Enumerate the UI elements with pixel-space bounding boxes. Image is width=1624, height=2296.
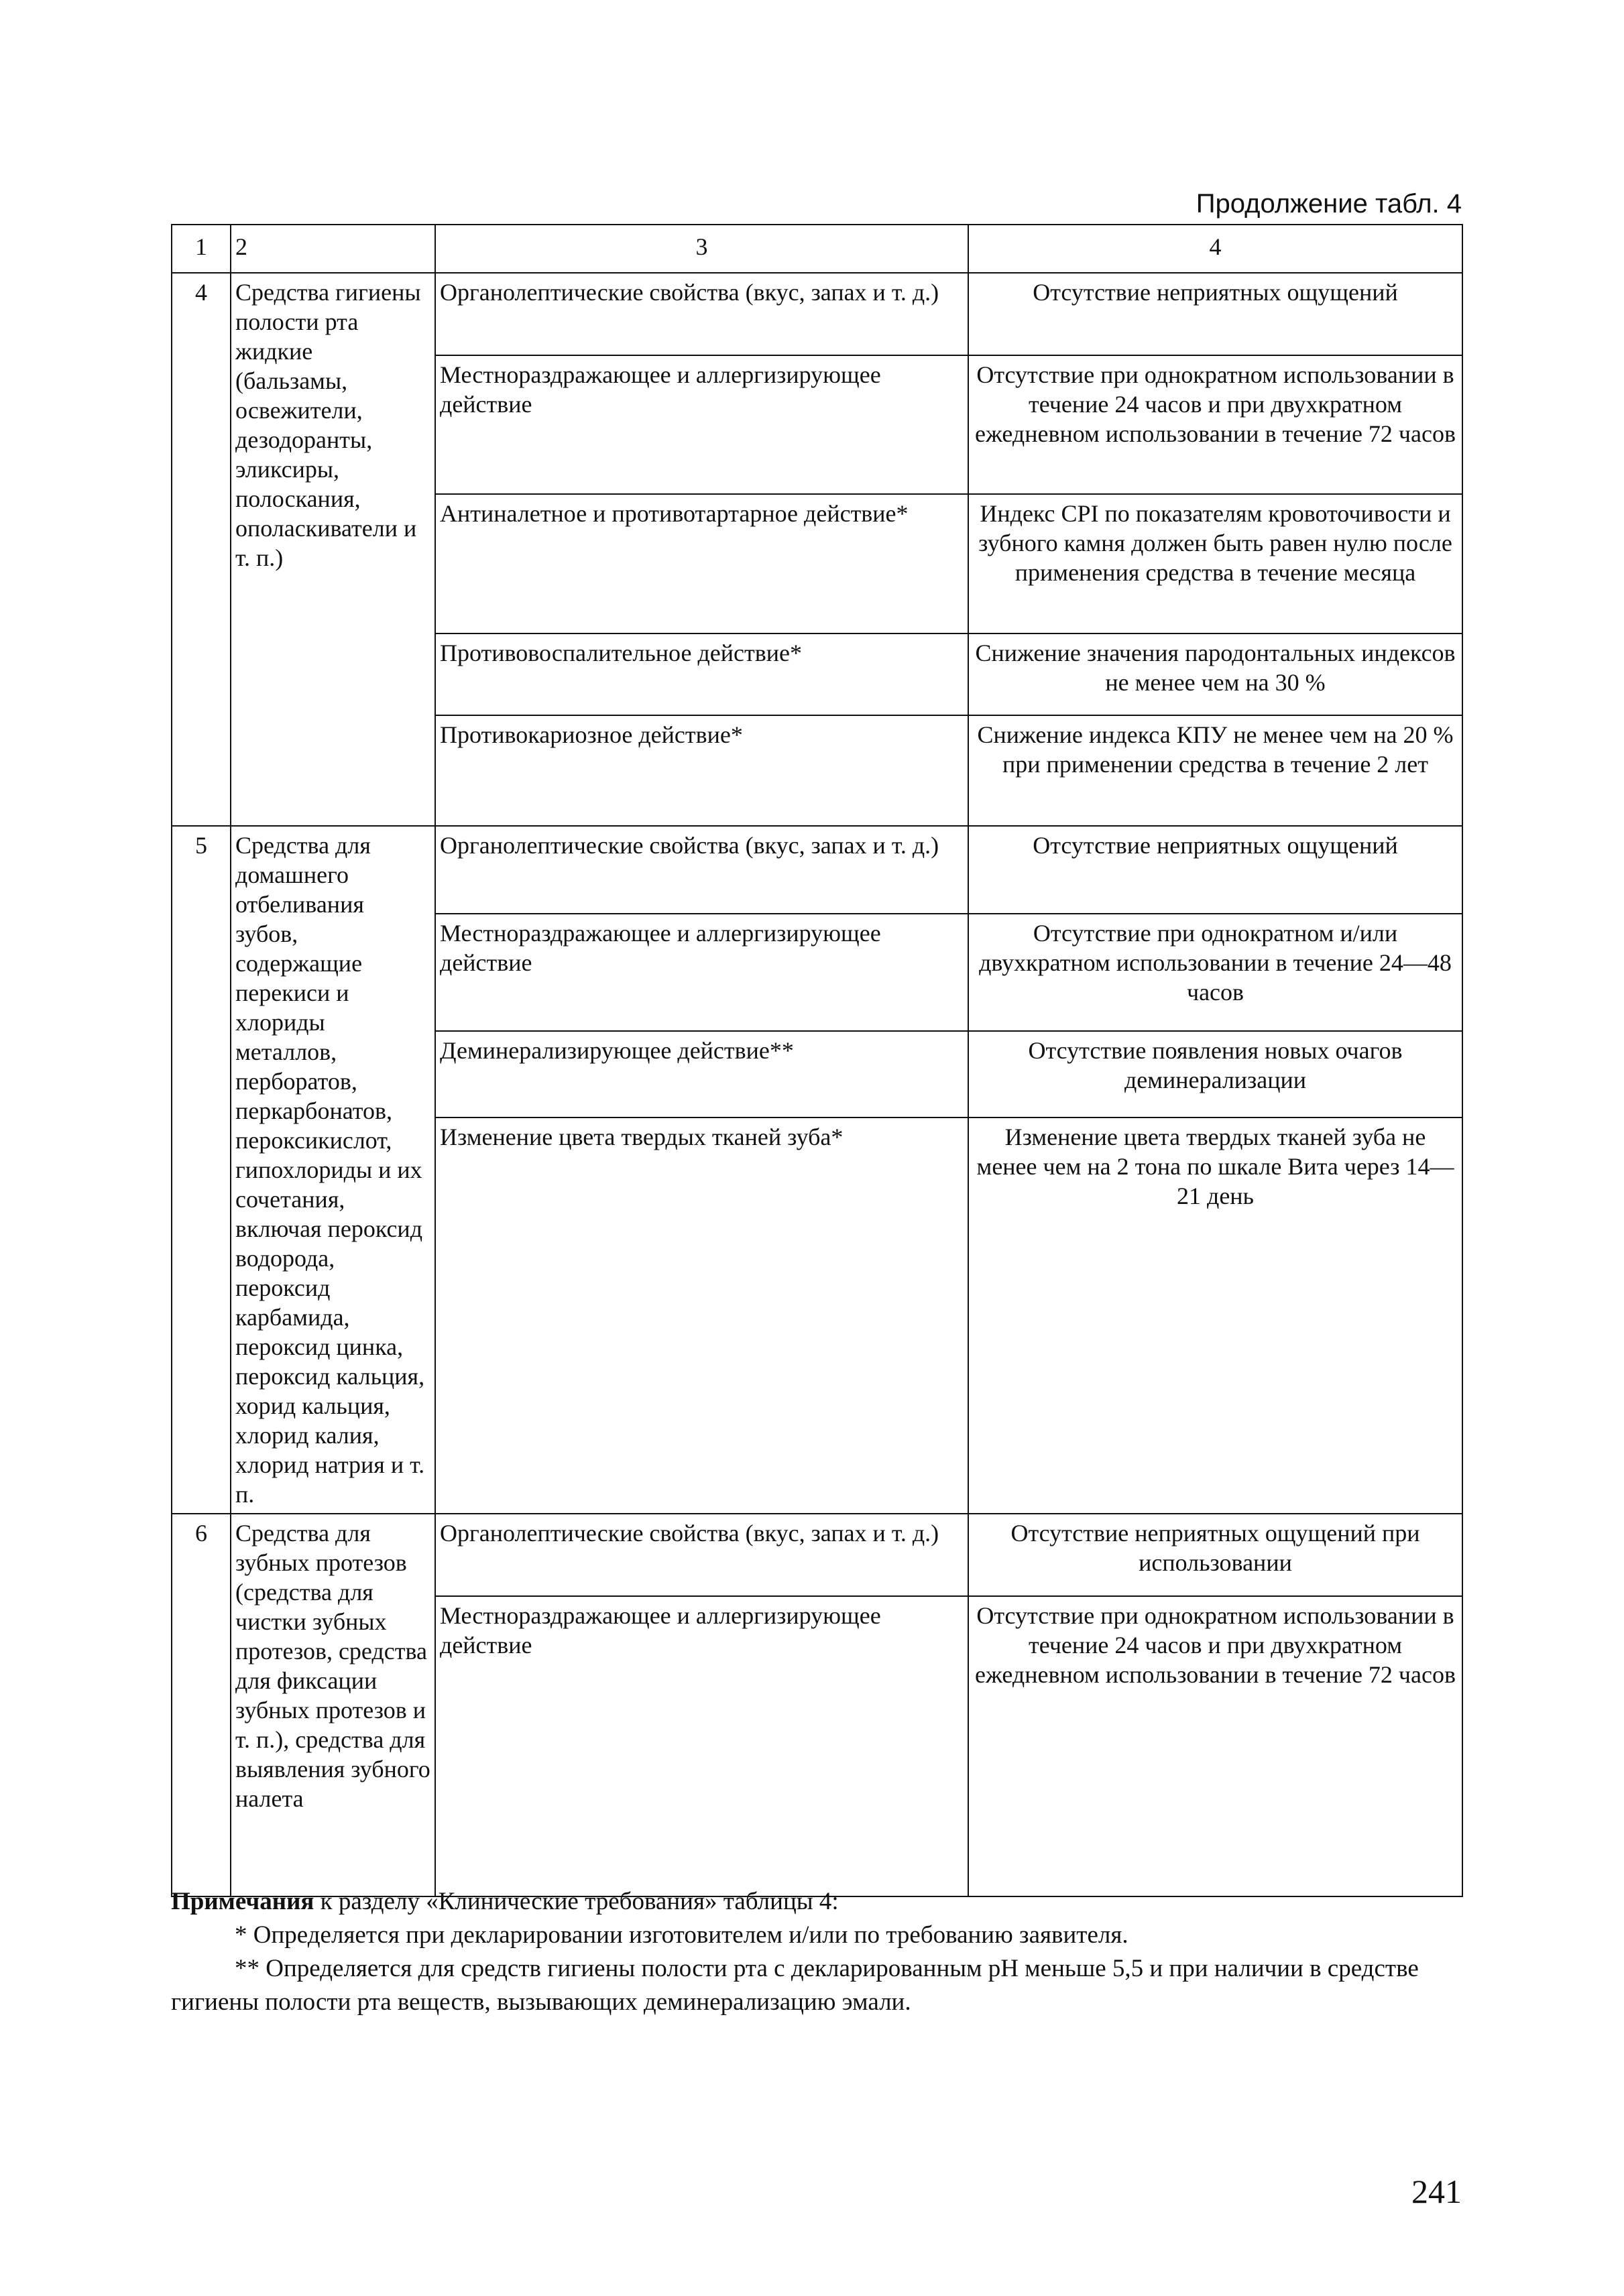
requirement-cell: Изменение цвета твердых тканей зуба не менее чем на 2 тона по шкале Вита через 14—21 день — [968, 1117, 1462, 1514]
property-cell: Местнораздражающее и аллергизирующее действие — [435, 1596, 968, 1896]
requirement-cell: Отсутствие неприятных ощущений при использовании — [968, 1514, 1462, 1596]
header-col-2: 2 — [231, 225, 435, 273]
product-category: Средства гигиены полости рта жидкие (бальзамы, освежители, дезодоранты, эликсиры, полоскания, ополаскиватели и т. п.) — [231, 273, 435, 826]
property-cell: Органолептические свойства (вкус, запах и т. д.) — [435, 1514, 968, 1596]
group-number: 4 — [172, 273, 231, 826]
property-cell: Местнораздражающее и аллергизирующее действие — [435, 355, 968, 494]
page-number: 241 — [1411, 2173, 1462, 2210]
requirement-cell: Отсутствие появления новых очагов деминерализации — [968, 1031, 1462, 1117]
requirement-cell: Отсутствие при однократном использовании в течение 24 часов и при двухкратном ежедневном использовании в течение 72 часов — [968, 1596, 1462, 1896]
requirement-cell: Снижение значения пародонтальных индексов не менее чем на 30 % — [968, 633, 1462, 715]
header-col-4: 4 — [968, 225, 1462, 273]
table-row — [172, 1514, 1462, 1596]
table-row — [172, 826, 1462, 914]
requirement-cell: Индекс CPI по показателям кровоточивости и зубного камня должен быть равен нулю после применения средства в течение месяца — [968, 494, 1462, 633]
notes-heading — [171, 1885, 1462, 1919]
header-col-1: 1 — [172, 225, 231, 273]
product-category: Средства для зубных протезов (средства для чистки зубных протезов, средства для фиксации зубных протезов и т. п.), средства для выявления зубного налета — [231, 1514, 435, 1896]
notes-heading-text: к разделу «Клинические требования» таблицы 4: — [314, 1888, 839, 1915]
table-continuation-label: Продолжение табл. 4 — [1196, 189, 1462, 219]
requirement-cell: Снижение индекса КПУ не менее чем на 20 % при применении средства в течение 2 лет — [968, 715, 1462, 826]
note-1: * Определяется при декларировании изготовителем и/или по требованию заявителя. — [235, 1921, 1128, 1949]
property-cell: Органолептические свойства (вкус, запах и т. д.) — [435, 273, 968, 355]
table-row — [172, 273, 1462, 355]
product-category: Средства для домашнего отбеливания зубов, содержащие перекиси и хлориды металлов, перборатов, перкарбонатов, пероксикислот, гипохлориды и их сочетания, включая пероксид водорода, пероксид карбамида, пероксид цинка, пероксид кальция, хорид кальция, хлорид калия, хлорид натрия и т. п. — [231, 826, 435, 1514]
table-notes — [171, 1885, 1462, 2019]
property-cell: Органолептические свойства (вкус, запах и т. д.) — [435, 826, 968, 914]
requirement-cell: Отсутствие неприятных ощущений — [968, 273, 1462, 355]
property-cell: Изменение цвета твердых тканей зуба* — [435, 1117, 968, 1514]
group-number: 6 — [172, 1514, 231, 1896]
property-cell: Противовоспалительное действие* — [435, 633, 968, 715]
requirement-cell: Отсутствие при однократном использовании в течение 24 часов и при двухкратном ежедневном использовании в течение 72 часов — [968, 355, 1462, 494]
requirement-cell: Отсутствие при однократном и/или двухкратном использовании в течение 24—48 часов — [968, 914, 1462, 1031]
note-2: ** Определяется для средств гигиены полости рта с декларированным pH меньше 5,5 и при наличии в средстве гигиены полости рта веществ, вызывающих деминерализацию эмали. — [171, 1955, 1419, 2016]
requirements-table — [171, 224, 1463, 1897]
property-cell: Противокариозное действие* — [435, 715, 968, 826]
property-cell: Местнораздражающее и аллергизирующее действие — [435, 914, 968, 1031]
property-cell: Деминерализирующее действие** — [435, 1031, 968, 1117]
table-header-row — [172, 225, 1462, 273]
group-number: 5 — [172, 826, 231, 1514]
property-cell: Антиналетное и противотартарное действие* — [435, 494, 968, 633]
notes-heading-bold: Примечания — [171, 1888, 314, 1915]
header-col-3: 3 — [435, 225, 968, 273]
requirement-cell: Отсутствие неприятных ощущений — [968, 826, 1462, 914]
